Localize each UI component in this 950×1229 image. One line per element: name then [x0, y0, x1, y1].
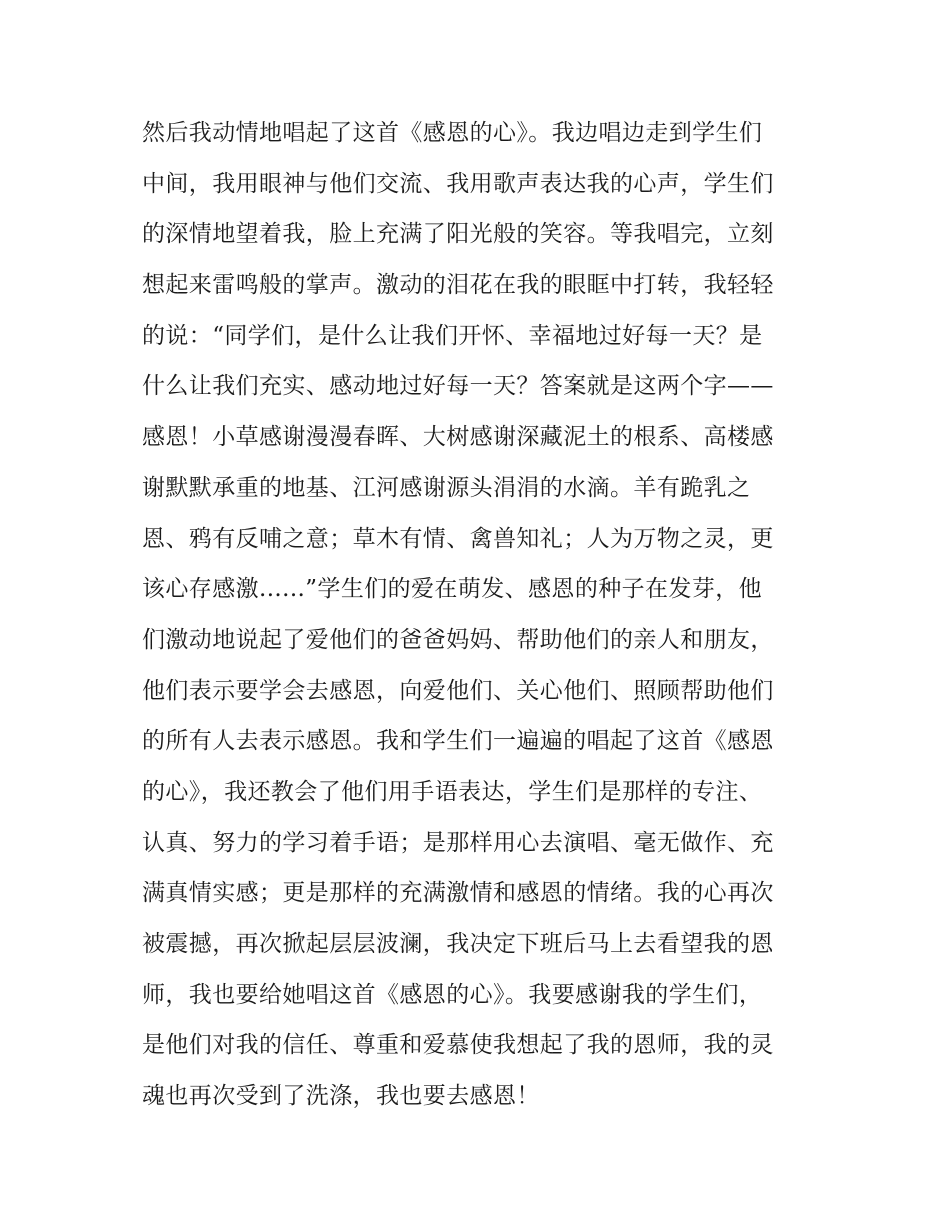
text-line: 的所有人去表示感恩。我和学生们一遍遍的唱起了这首《感恩 [142, 728, 774, 755]
text-line: 魂也再次受到了洗涤，我也要去感恩！ [142, 1083, 540, 1110]
text-line: 恩、鸦有反哺之意；草木有情、禽兽知礼；人为万物之灵，更 [142, 525, 774, 552]
text-line: 师，我也要给她唱这首《感恩的心》。我要感谢我的学生们， [142, 981, 763, 1008]
text-line: 的心》，我还教会了他们用手语表达，学生们是那样的专注、 [142, 778, 763, 805]
text-line: 谢默默承重的地基、江河感谢源头涓涓的水滴。羊有跪乳之 [142, 474, 751, 501]
text-line: 然后我动情地唱起了这首《感恩的心》。我边唱边走到学生们 [142, 120, 763, 146]
text-line: 想起来雷鸣般的掌声。激动的泪花在我的眼眶中打转，我轻轻 [142, 272, 774, 299]
text-line: 满真情实感；更是那样的充满激情和感恩的情绪。我的心再次 [142, 880, 774, 907]
text-line: 被震撼，再次掀起层层波澜，我决定下班后马上去看望我的恩 [142, 931, 774, 957]
text-line: 认真、努力的学习着手语；是那样用心去演唱、毫无做作、充 [142, 829, 774, 856]
text-line: 中间，我用眼神与他们交流、我用歌声表达我的心声，学生们 [142, 170, 774, 197]
text-line: 的深情地望着我，脸上充满了阳光般的笑容。等我唱完，立刻 [142, 221, 774, 248]
text-line: 什么让我们充实、感动地过好每一天？答案就是这两个字—— [142, 373, 774, 400]
text-line: 们激动地说起了爱他们的爸爸妈妈、帮助他们的亲人和朋友， [142, 626, 774, 653]
text-line: 是他们对我的信任、尊重和爱慕使我想起了我的恩师，我的灵 [142, 1032, 774, 1059]
body-paragraph [142, 108, 822, 1122]
text-line: 的说：“同学们，是什么让我们开怀、幸福地过好每一天？是 [142, 322, 763, 349]
text-line: 感恩！小草感谢漫漫春晖、大树感谢深藏泥土的根系、高楼感 [142, 424, 774, 451]
text-line: 该心存感激......”学生们的爱在萌发、感恩的种子在发芽，他 [142, 576, 763, 603]
text-line: 他们表示要学会去感恩，向爱他们、关心他们、照顾帮助他们 [142, 677, 774, 704]
